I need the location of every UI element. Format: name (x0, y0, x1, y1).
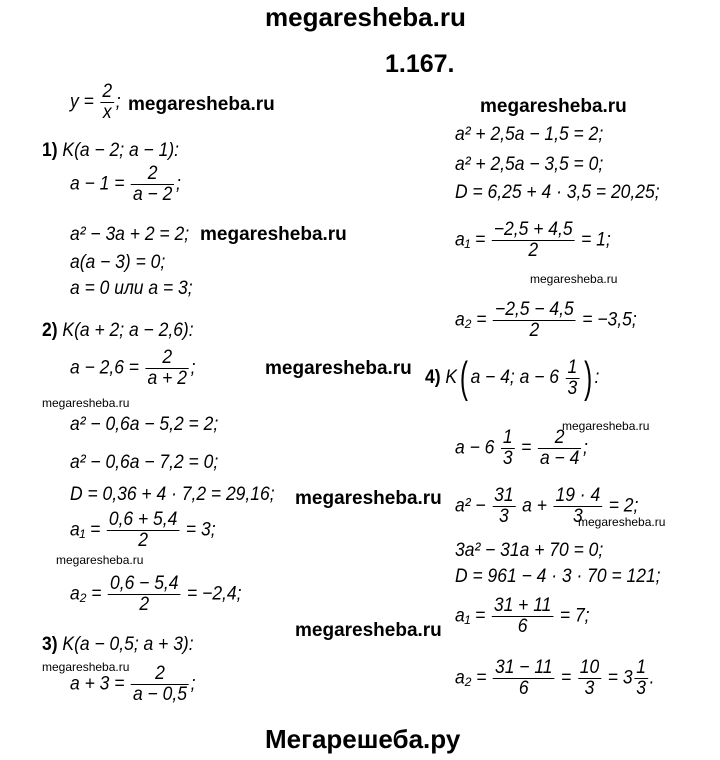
part2-a1: a₁ = $\frac{0,6 + 5,4}{2}$ = 3; (70, 509, 216, 551)
part1-eq2: a² − 3a + 2 = 2; (70, 224, 190, 245)
part3-eq4: D = 6,25 + 4 · 3,5 = 20,25; (455, 182, 660, 203)
part1-header: 1) K(a − 2; a − 1): (42, 140, 180, 161)
watermark: megaresheba.ru (295, 620, 442, 641)
part1-eq3: a(a − 3) = 0; (70, 252, 166, 273)
part4-eq1: a − 6 $\frac{1}{3}$ = $\frac{2}{a - 4}$ ; (455, 427, 588, 469)
problem-number: 1.167. (385, 50, 455, 78)
part1-eq1: a − 1 = $\frac{2}{a - 2}$ ; (70, 163, 181, 205)
watermark: megaresheba.ru (295, 488, 442, 509)
part2-eq3: a² − 0,6a − 7,2 = 0; (70, 452, 219, 473)
watermark: megaresheba.ru (480, 96, 627, 117)
part2-eq4: D = 0,36 + 4 · 7,2 = 29,16; (70, 484, 275, 505)
part1-eq4: a = 0 или a = 3; (70, 278, 193, 299)
watermark: megaresheba.ru (42, 396, 130, 410)
watermark: megaresheba.ru (578, 515, 666, 529)
part2-eq1: a − 2,6 = $\frac{2}{a + 2}$ ; (70, 347, 196, 389)
watermark: megaresheba.ru (562, 419, 650, 433)
watermark: megaresheba.ru (42, 660, 130, 674)
part3-a1: a₁ = $\frac{-2,5 + 4,5}{2}$ = 1; (455, 219, 611, 261)
part3-eq1: a + 3 = $\frac{2}{a - 0,5}$ ; (70, 663, 196, 705)
part4-a1: a₁ = $\frac{31 + 11}{6}$ = 7; (455, 595, 590, 637)
watermark: megaresheba.ru (530, 272, 618, 286)
part3-header: 3) K(a − 0,5; a + 3): (42, 634, 194, 655)
part2-a2: a₂ = $\frac{0,6 - 5,4}{2}$ = −2,4; (70, 573, 242, 615)
part4-header: 4) K( a − 4; a − 6 $\frac{1}{3}$ ) : (425, 353, 600, 402)
function-definition: y = $\frac{2}{x}$ ; (70, 81, 121, 123)
footer-site: Мегарешеба.ру (265, 724, 461, 754)
part3-a2: a₂ = $\frac{-2,5 - 4,5}{2}$ = −3,5; (455, 299, 637, 341)
watermark: megaresheba.ru (265, 358, 412, 379)
part4-eq3: 3a² − 31a + 70 = 0; (455, 540, 604, 561)
header-site: megaresheba.ru (265, 2, 466, 32)
part2-eq2: a² − 0,6a − 5,2 = 2; (70, 414, 219, 435)
part4-eq2: a² − $\frac{31}{3}$ a + $\frac{19 \cdot 4}{3}$ = 2; (455, 485, 639, 527)
part3-eq2: a² + 2,5a − 1,5 = 2; (455, 124, 604, 145)
watermark: megaresheba.ru (128, 94, 275, 115)
part3-eq3: a² + 2,5a − 3,5 = 0; (455, 154, 604, 175)
part4-a2: a₂ = $\frac{31 - 11}{6}$ = $\frac{10}{3}$ = 3 $\frac{1}{3}$ . (455, 657, 655, 699)
part2-header: 2) K(a + 2; a − 2,6): (42, 320, 194, 341)
watermark: megaresheba.ru (56, 553, 144, 567)
watermark: megaresheba.ru (200, 224, 347, 245)
part4-eq4: D = 961 − 4 · 3 · 70 = 121; (455, 566, 661, 587)
